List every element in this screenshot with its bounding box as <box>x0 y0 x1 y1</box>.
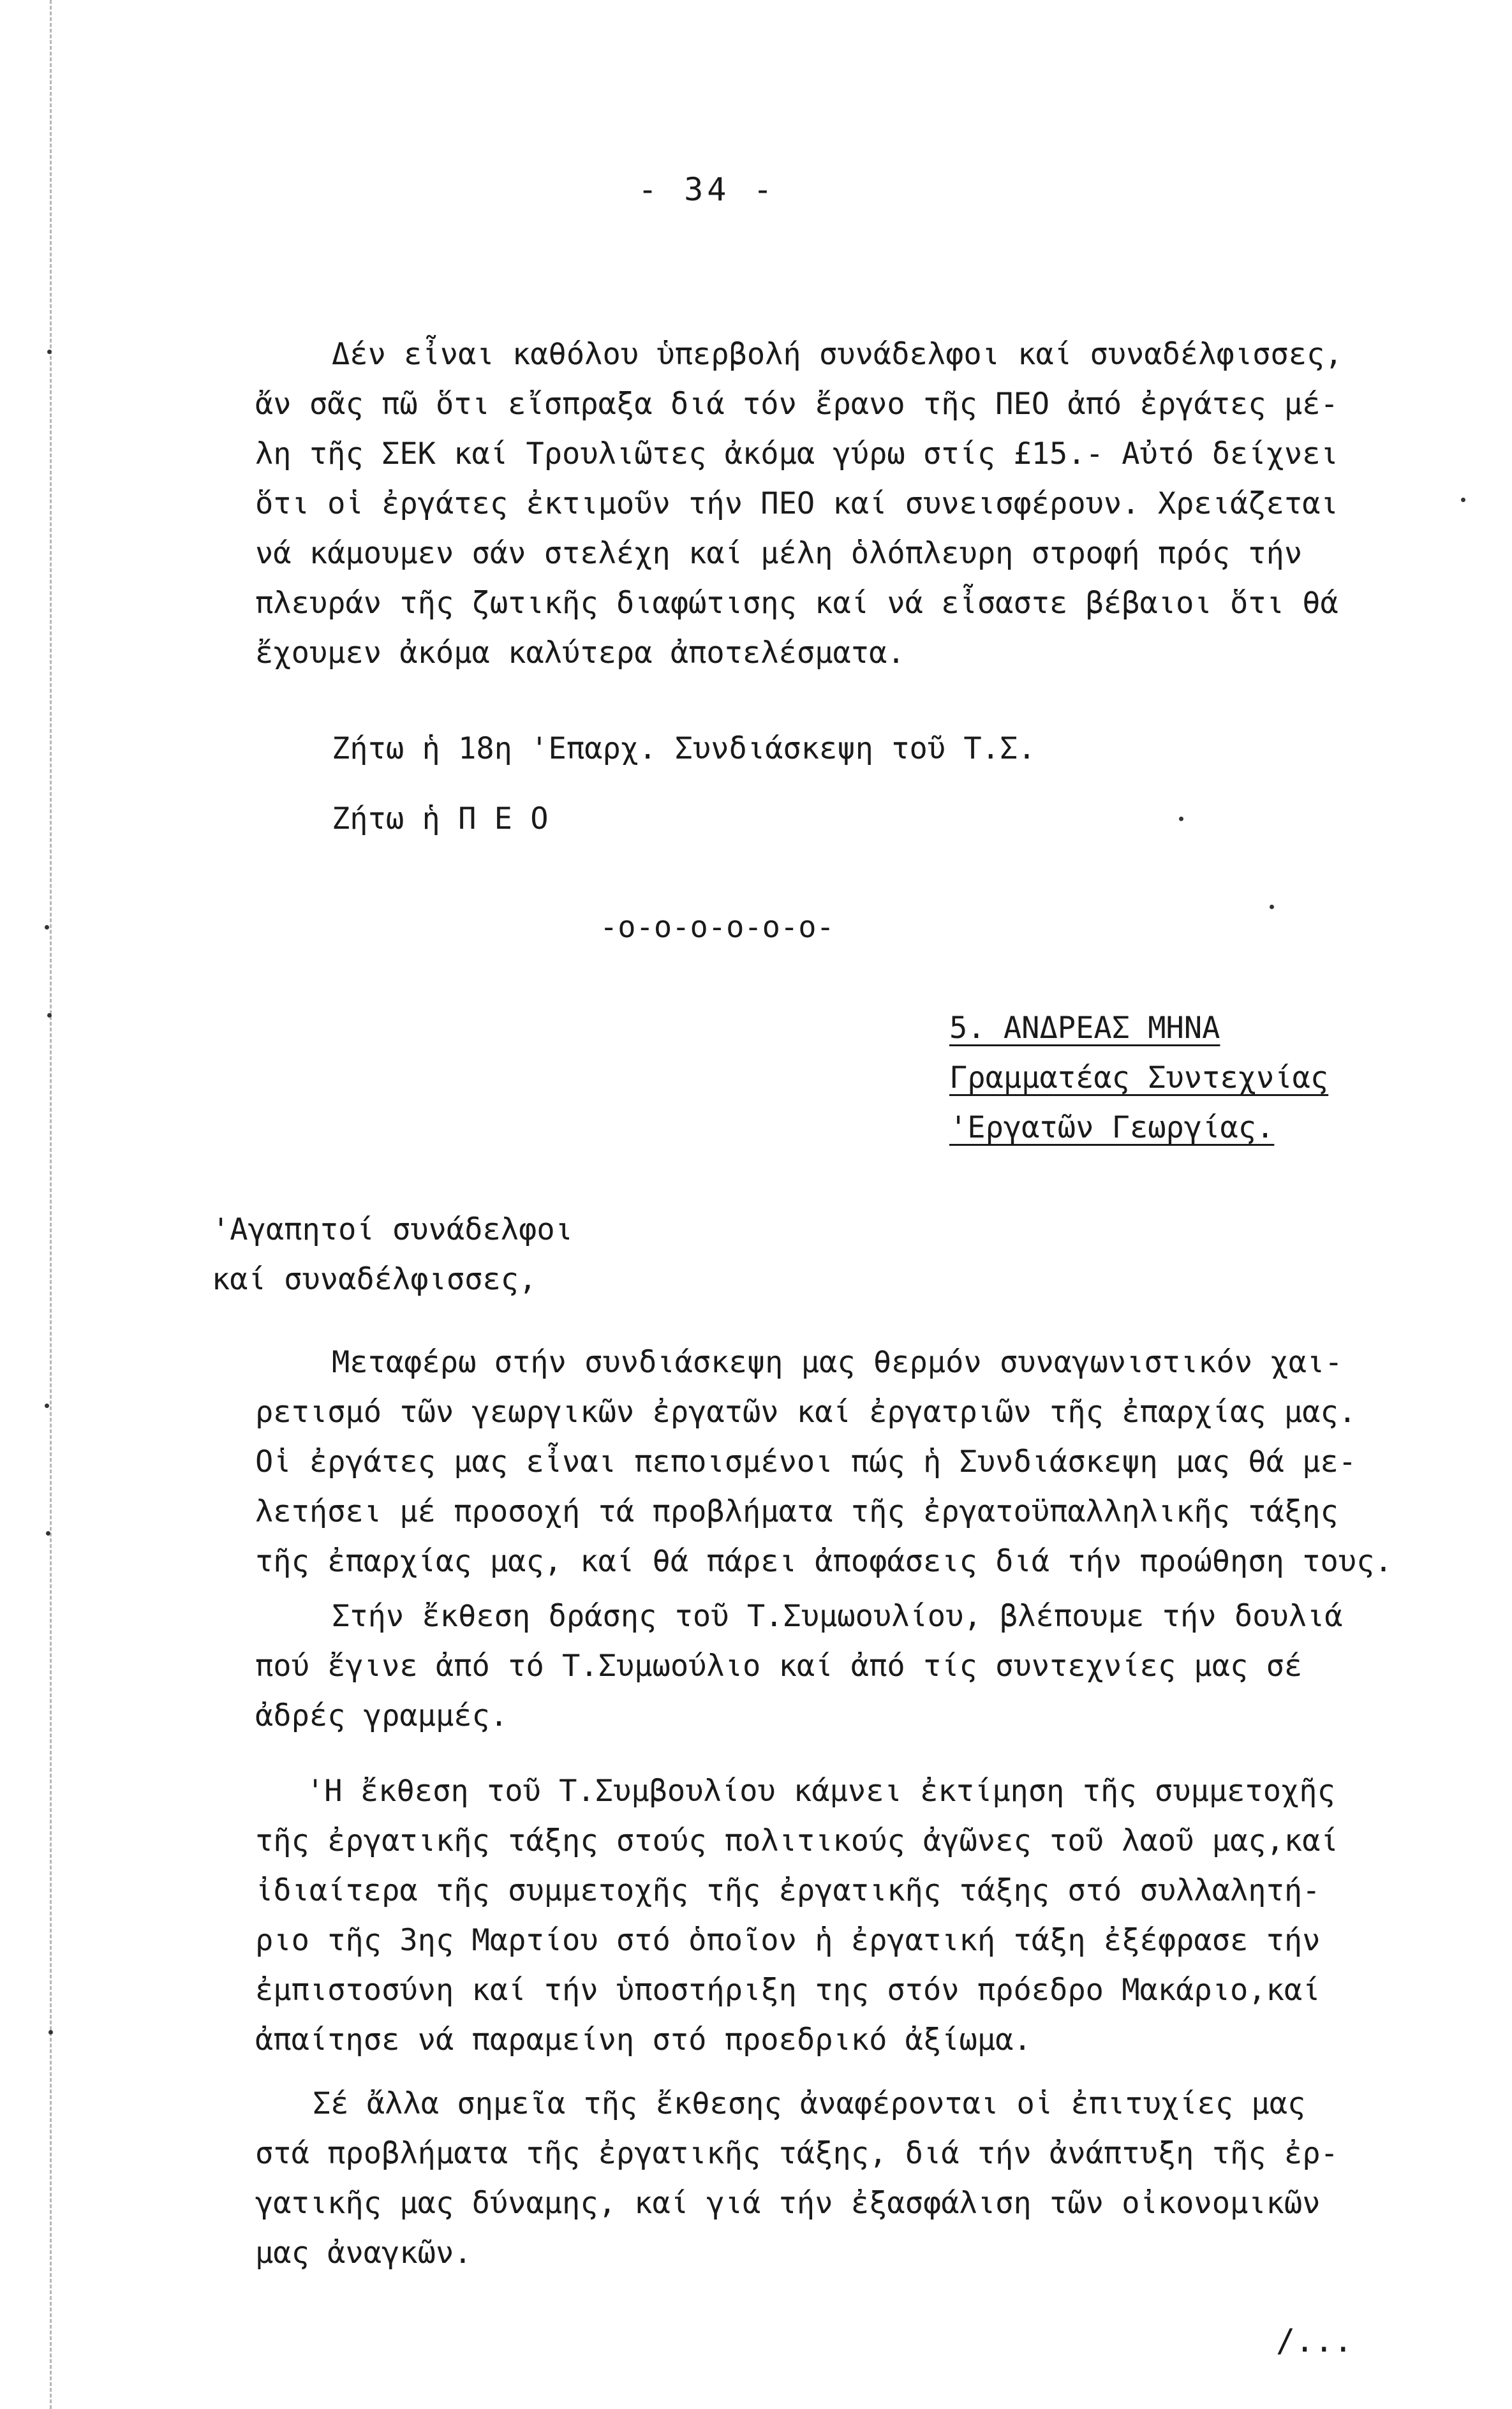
page-number: - 34 - <box>638 171 776 208</box>
text-line: ρετισμό τῶν γεωργικῶν ἐργατῶν καί ἐργατριῶν τῆς ἐπαρχίας μας. <box>255 1395 1357 1430</box>
ink-speck <box>45 925 49 930</box>
ink-speck <box>48 2030 53 2035</box>
text-line: μας ἀναγκῶν. <box>255 2235 472 2271</box>
speaker-name: 5. ΑΝΔΡΕΑΣ ΜΗΝΑ <box>949 1011 1220 1046</box>
margin-dashed-line <box>50 0 52 2409</box>
separator-line: -o-o-o-o-o-o- <box>600 910 834 945</box>
ink-speck <box>47 350 52 354</box>
ink-speck <box>47 1013 52 1018</box>
text-line: 'Η ἔκθεση τοῦ Τ.Συμβουλίου κάμνει ἐκτίμηση τῆς συμμετοχῆς <box>306 1774 1335 1809</box>
text-line: ἀδρές γραμμές. <box>255 1698 508 1733</box>
text-line: Δέν εἶναι καθόλου ὑπερβολή συνάδελφοι καί συναδέλφισσες, <box>332 337 1343 372</box>
text-line: Οἱ ἐργάτες μας εἶναι πεποισμένοι πώς ἡ Συνδιάσκεψη μας θά με- <box>255 1444 1357 1479</box>
text-line: Μεταφέρω στήν συνδιάσκεψη μας θερμόν συναγωνιστικόν χαι- <box>332 1345 1343 1380</box>
text-line: νά κάμουμεν σάν στελέχη καί μέλη ὁλόπλευρη στροφή πρός τήν <box>255 536 1303 571</box>
text-line: λη τῆς ΣΕΚ καί Τρουλιῶτες ἀκόμα γύρω στίς £15.- Αὐτό δείχνει <box>255 436 1338 471</box>
salutation-line: καί συναδέλφισσες, <box>212 1262 537 1297</box>
speaker-title: Γραμματέας Συντεχνίας <box>949 1060 1329 1095</box>
slogan-line: Ζήτω ἡ Π Ε Ο <box>332 801 549 836</box>
ink-speck <box>1270 905 1274 909</box>
text-line: πού ἔγινε ἀπό τό Τ.Συμωούλιο καί ἀπό τίς συντεχνίες μας σέ <box>255 1649 1303 1684</box>
text-line: ὅτι οἱ ἐργάτες ἐκτιμοῦν τήν ΠΕΟ καί συνεισφέρουν. Χρειάζεται <box>255 486 1338 521</box>
ink-speck <box>1461 498 1465 502</box>
salutation-line: 'Αγαπητοί συνάδελφοι <box>212 1212 573 1247</box>
continued-marker: /... <box>1276 2322 1353 2359</box>
speaker-title: 'Εργατῶν Γεωργίας. <box>949 1110 1275 1145</box>
text-line: Σέ ἄλλα σημεῖα τῆς ἔκθεσης ἀναφέρονται οἱ ἐπιτυχίες μας <box>313 2086 1306 2121</box>
text-line: ἄν σᾶς πῶ ὅτι εἴσπραξα διά τόν ἔρανο τῆς ΠΕΟ ἀπό ἐργάτες μέ- <box>255 387 1338 422</box>
text-line: ἰδιαίτερα τῆς συμμετοχῆς τῆς ἐργατικῆς τάξης στό συλλαλητή- <box>255 1873 1321 1908</box>
text-line: γατικῆς μας δύναμης, καί γιά τήν ἐξασφάλιση τῶν οἰκονομικῶν <box>255 2186 1321 2221</box>
text-line: Στήν ἔκθεση δράσης τοῦ Τ.Συμωουλίου, βλέπουμε τήν δουλιά <box>332 1599 1343 1634</box>
text-line: ριο τῆς 3ης Μαρτίου στό ὁποῖον ἡ ἐργατική τάξη ἐξέφρασε τήν <box>255 1923 1321 1958</box>
text-line: λετήσει μέ προσοχή τά προβλήματα τῆς ἐργατοϋπαλληλικῆς τάξης <box>255 1494 1338 1529</box>
ink-speck <box>45 1404 49 1408</box>
text-line: ἐμπιστοσύνη καί τήν ὑποστήριξη της στόν πρόεδρο Μακάριο,καί <box>255 1973 1321 2008</box>
text-line: ἔχουμεν ἀκόμα καλύτερα ἀποτελέσματα. <box>255 635 905 671</box>
text-line: ἀπαίτησε νά παραμείνη στό προεδρικό ἀξίωμα. <box>255 2022 1032 2057</box>
text-line: τῆς ἐπαρχίας μας, καί θά πάρει ἀποφάσεις διά τήν προώθηση τους. <box>255 1544 1393 1579</box>
text-line: τῆς ἐργατικῆς τάξης στούς πολιτικούς ἀγῶνες τοῦ λαοῦ μας,καί <box>255 1823 1338 1858</box>
text-line: στά προβλήματα τῆς ἐργατικῆς τάξης, διά τήν ἀνάπτυξη τῆς ἐρ- <box>255 2136 1338 2171</box>
slogan-line: Ζήτω ἡ 18η 'Επαρχ. Συνδιάσκεψη τοῦ Τ.Σ. <box>332 731 1036 766</box>
text-line: πλευράν τῆς ζωτικῆς διαφώτισης καί νά εἶσαστε βέβαιοι ὅτι θά <box>255 586 1338 621</box>
ink-speck <box>1179 817 1183 821</box>
ink-speck <box>46 1531 50 1536</box>
